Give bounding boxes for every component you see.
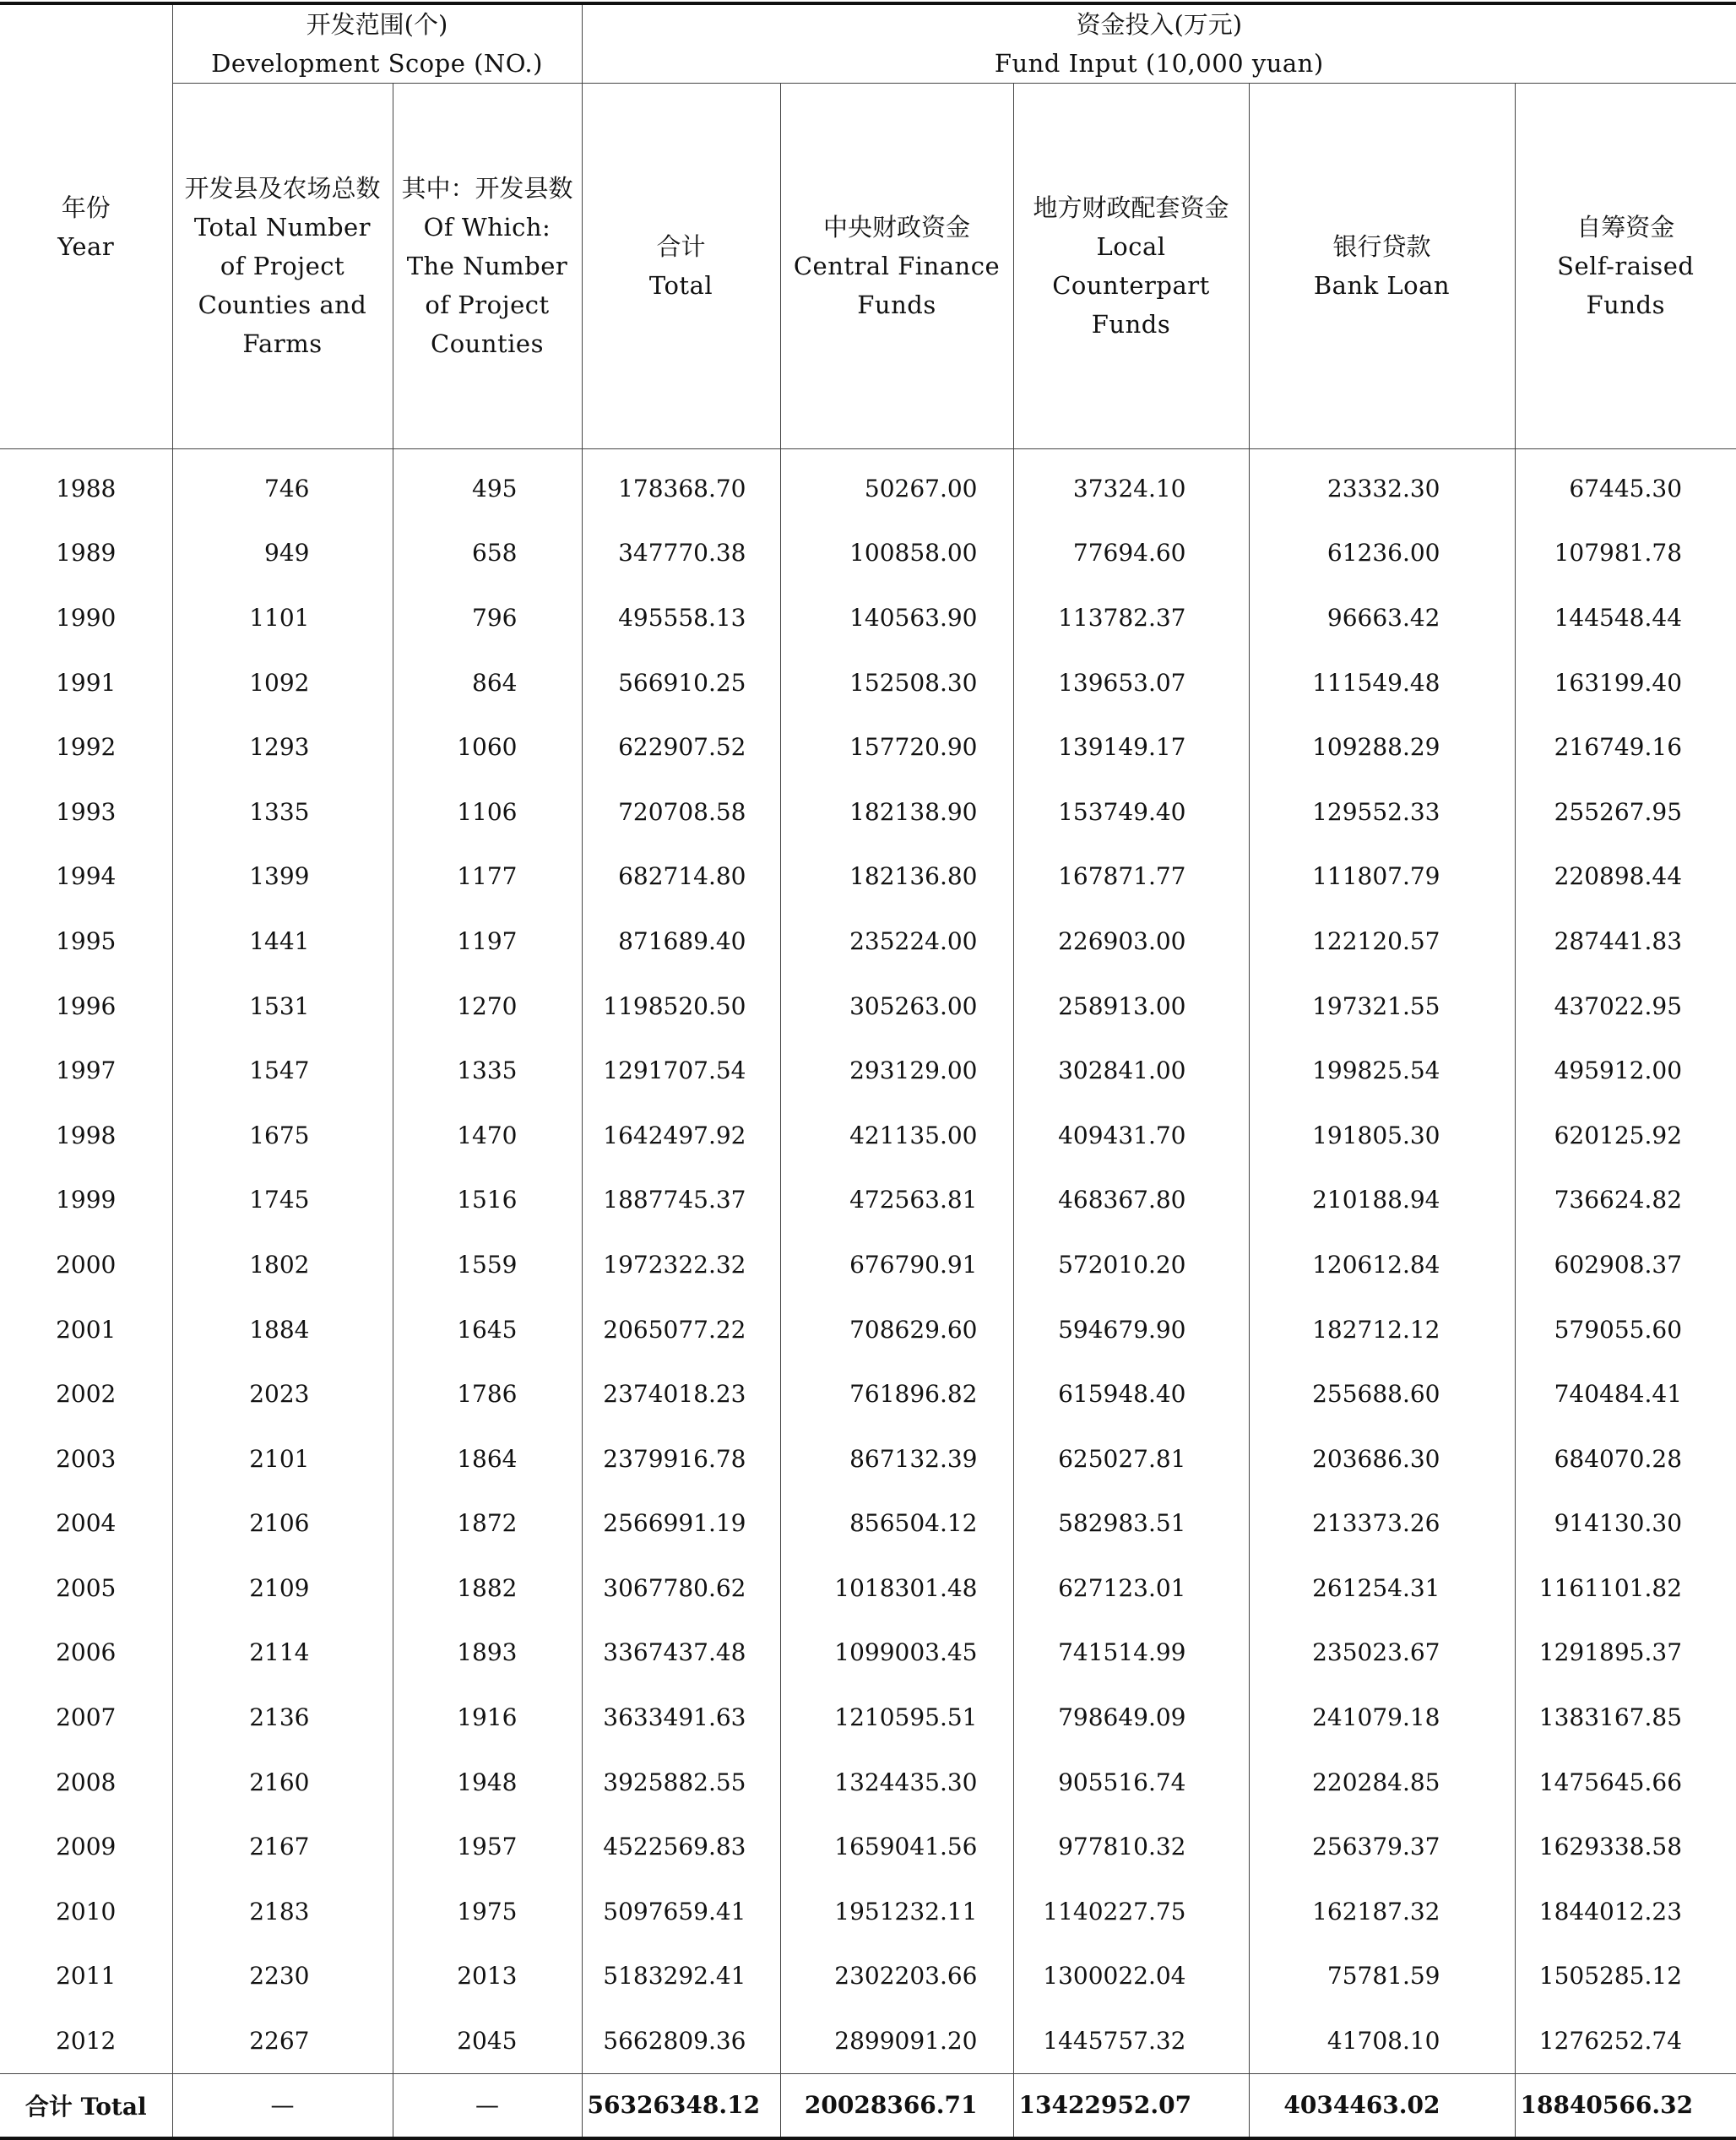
counties-cell: 1882 xyxy=(393,1556,582,1621)
fund-total-cell: 347770.38 xyxy=(582,521,780,586)
fund-total-cell: 2065077.22 xyxy=(582,1297,780,1362)
central-finance-header xyxy=(780,84,1013,449)
development-scope-header-en: Development Scope (NO.) xyxy=(211,49,543,78)
counties-cell: 1864 xyxy=(393,1426,582,1491)
fund-total-cell: 1972322.32 xyxy=(582,1232,780,1297)
local-counterpart-cell: 77694.60 xyxy=(1013,521,1249,586)
self-raised-cell: 602908.37 xyxy=(1515,1232,1736,1297)
counties-farms-cell: 2114 xyxy=(172,1621,393,1686)
bank-loan-cell: 41708.10 xyxy=(1249,2008,1515,2073)
fund-input-header xyxy=(582,3,1736,84)
counties-cell: 1060 xyxy=(393,714,582,779)
year-cell: 2006 xyxy=(56,1638,117,1667)
counties-farms-cell: 1092 xyxy=(172,650,393,715)
fund-total-cell: 2566991.19 xyxy=(582,1491,780,1556)
local-counterpart-header-zh: 地方财政配套资金 xyxy=(1033,193,1229,222)
local-counterpart-cell: 625027.81 xyxy=(1013,1426,1249,1491)
self-raised-cell: 1276252.74 xyxy=(1515,2008,1736,2073)
bank-loan-cell: 261254.31 xyxy=(1249,1556,1515,1621)
table-row xyxy=(0,449,1736,521)
counties-cell: 658 xyxy=(393,521,582,586)
counties-cell: 1335 xyxy=(393,1038,582,1103)
fund-total-cell: 1887745.37 xyxy=(582,1168,780,1233)
central-finance-cell: 472563.81 xyxy=(780,1168,1013,1233)
table-row xyxy=(0,1879,1736,1944)
fund-total-header-en: Total xyxy=(648,271,713,300)
counties-farms-cell: 949 xyxy=(172,521,393,586)
central-finance-cell: 867132.39 xyxy=(780,1426,1013,1491)
fund-total-cell: 720708.58 xyxy=(582,779,780,845)
counties-farms-cell: 2136 xyxy=(172,1685,393,1750)
local-counterpart-cell: 153749.40 xyxy=(1013,779,1249,845)
counties-farms-cell: 1293 xyxy=(172,714,393,779)
bank-loan-cell: 111549.48 xyxy=(1249,650,1515,715)
counties-cell: 1872 xyxy=(393,1491,582,1556)
central-finance-cell: 182138.90 xyxy=(780,779,1013,845)
project-counties-header xyxy=(393,84,582,449)
central-finance-cell: 157720.90 xyxy=(780,714,1013,779)
counties-farms-cell: 2106 xyxy=(172,1491,393,1556)
local-counterpart-cell: 627123.01 xyxy=(1013,1556,1249,1621)
bank-loan-cell: 256379.37 xyxy=(1249,1814,1515,1879)
self-raised-cell: 287441.83 xyxy=(1515,909,1736,974)
bank-loan-cell: 255688.60 xyxy=(1249,1361,1515,1426)
table-row xyxy=(0,1038,1736,1103)
bank-loan-cell: 235023.67 xyxy=(1249,1621,1515,1686)
bank-loan-header-zh: 银行贷款 xyxy=(1332,232,1431,261)
bank-loan-cell: 203686.30 xyxy=(1249,1426,1515,1491)
table-row xyxy=(0,1944,1736,2009)
table-row xyxy=(0,974,1736,1039)
table-row xyxy=(0,1685,1736,1750)
fund-total-cell: 3925882.55 xyxy=(582,1750,780,1815)
counties-farms-cell: 746 xyxy=(172,449,393,521)
year-cell: 2004 xyxy=(56,1509,117,1538)
fund-total-cell: 5662809.36 xyxy=(582,2008,780,2073)
counties-farms-cell: 2230 xyxy=(172,1944,393,2009)
self-raised-cell: 1383167.85 xyxy=(1515,1685,1736,1750)
local-counterpart-cell: 226903.00 xyxy=(1013,909,1249,974)
central-finance-cell: 676790.91 xyxy=(780,1232,1013,1297)
total-counties-farms-header-zh: 开发县及农场总数 xyxy=(184,174,381,203)
central-finance-cell: 2302203.66 xyxy=(780,1944,1013,2009)
local-counterpart-cell: 572010.20 xyxy=(1013,1232,1249,1297)
local-counterpart-cell: 302841.00 xyxy=(1013,1038,1249,1103)
local-counterpart-cell: 468367.80 xyxy=(1013,1168,1249,1233)
local-counterpart-cell: 798649.09 xyxy=(1013,1685,1249,1750)
table-header xyxy=(0,3,1736,449)
fund-total-cell: 3633491.63 xyxy=(582,1685,780,1750)
self-raised-cell: 684070.28 xyxy=(1515,1426,1736,1491)
central-finance-cell: 708629.60 xyxy=(780,1297,1013,1362)
central-finance-cell: 1099003.45 xyxy=(780,1621,1013,1686)
fund-total-cell: 1291707.54 xyxy=(582,1038,780,1103)
local-counterpart-cell: 615948.40 xyxy=(1013,1361,1249,1426)
bank-loan-cell: 122120.57 xyxy=(1249,909,1515,974)
fund-total-cell: 4522569.83 xyxy=(582,1814,780,1879)
central-finance-cell: 856504.12 xyxy=(780,1491,1013,1556)
bank-loan-cell: 120612.84 xyxy=(1249,1232,1515,1297)
central-finance-cell: 2899091.20 xyxy=(780,2008,1013,2073)
total-row-label: 合计 Total xyxy=(0,2073,172,2138)
fund-total-cell: 495558.13 xyxy=(582,585,780,650)
local-counterpart-cell: 139149.17 xyxy=(1013,714,1249,779)
table-row xyxy=(0,585,1736,650)
central-finance-cell: 421135.00 xyxy=(780,1103,1013,1168)
central-finance-header-zh: 中央财政资金 xyxy=(822,213,970,242)
local-counterpart-cell: 905516.74 xyxy=(1013,1750,1249,1815)
counties-farms-cell: 1531 xyxy=(172,974,393,1039)
total-counties-farms-header xyxy=(172,84,393,449)
development-scope-header-zh: 开发范围(个) xyxy=(306,10,448,39)
year-header-zh: 年份 xyxy=(61,193,111,222)
local-counterpart-cell: 167871.77 xyxy=(1013,845,1249,910)
fund-total-cell: 566910.25 xyxy=(582,650,780,715)
table-row xyxy=(0,1621,1736,1686)
year-cell: 1991 xyxy=(56,668,117,697)
self-raised-cell: 1844012.23 xyxy=(1515,1879,1736,1944)
total-counties-farms-header-en: Total Number of Project Counties and Farms xyxy=(193,213,372,358)
central-finance-header-en: Central Finance Funds xyxy=(793,252,1001,319)
year-header-en: Year xyxy=(57,231,115,261)
counties-farms-cell: 2160 xyxy=(172,1750,393,1815)
fund-input-header-en: Fund Input (10,000 yuan) xyxy=(994,49,1324,78)
counties-cell: 1106 xyxy=(393,779,582,845)
counties-farms-cell: 2023 xyxy=(172,1361,393,1426)
bank-loan-cell: 162187.32 xyxy=(1249,1879,1515,1944)
bank-loan-cell: 129552.33 xyxy=(1249,779,1515,845)
self-raised-cell: 1291895.37 xyxy=(1515,1621,1736,1686)
table-row xyxy=(0,1297,1736,1362)
central-finance-cell: 152508.30 xyxy=(780,650,1013,715)
table-row xyxy=(0,1361,1736,1426)
table-row xyxy=(0,1426,1736,1491)
bank-loan-cell: 61236.00 xyxy=(1249,521,1515,586)
year-cell: 2011 xyxy=(56,1962,117,1991)
total-counties-farms-cell: — xyxy=(172,2073,393,2138)
bank-loan-cell: 96663.42 xyxy=(1249,585,1515,650)
counties-cell: 864 xyxy=(393,650,582,715)
fund-total-cell: 5097659.41 xyxy=(582,1879,780,1944)
self-raised-cell: 914130.30 xyxy=(1515,1491,1736,1556)
local-counterpart-header xyxy=(1013,84,1249,449)
central-finance-cell: 293129.00 xyxy=(780,1038,1013,1103)
counties-farms-cell: 2267 xyxy=(172,2008,393,2073)
table-row xyxy=(0,779,1736,845)
bank-loan-cell: 23332.30 xyxy=(1249,449,1515,521)
table-row xyxy=(0,650,1736,715)
counties-cell: 1645 xyxy=(393,1297,582,1362)
local-counterpart-cell: 582983.51 xyxy=(1013,1491,1249,1556)
self-raised-header-en: Self-raised Funds xyxy=(1557,252,1695,319)
fund-total-cell: 1642497.92 xyxy=(582,1103,780,1168)
table-row xyxy=(0,1103,1736,1168)
total-bank-cell: 4034463.02 xyxy=(1249,2073,1515,2138)
year-cell: 2000 xyxy=(56,1250,117,1279)
fund-total-cell: 178368.70 xyxy=(582,449,780,521)
project-counties-header-zh: 其中：开发县数 xyxy=(401,174,573,203)
counties-cell: 1470 xyxy=(393,1103,582,1168)
year-cell: 2007 xyxy=(56,1703,117,1732)
counties-cell: 2045 xyxy=(393,2008,582,2073)
total-row xyxy=(0,2073,1736,2138)
counties-cell: 495 xyxy=(393,449,582,521)
year-cell: 1996 xyxy=(56,991,117,1020)
counties-cell: 1559 xyxy=(393,1232,582,1297)
fund-total-cell: 682714.80 xyxy=(582,845,780,910)
year-cell: 2012 xyxy=(56,2027,117,2056)
table-row xyxy=(0,1232,1736,1297)
development-scope-header xyxy=(172,3,582,84)
central-finance-cell: 761896.82 xyxy=(780,1361,1013,1426)
self-raised-cell: 1475645.66 xyxy=(1515,1750,1736,1815)
year-cell: 2002 xyxy=(56,1380,117,1409)
counties-farms-cell: 1101 xyxy=(172,585,393,650)
local-counterpart-cell: 113782.37 xyxy=(1013,585,1249,650)
self-raised-header xyxy=(1515,84,1736,449)
table-row xyxy=(0,1556,1736,1621)
self-raised-cell: 740484.41 xyxy=(1515,1361,1736,1426)
counties-cell: 1270 xyxy=(393,974,582,1039)
table-row xyxy=(0,1168,1736,1233)
fund-total-cell: 2374018.23 xyxy=(582,1361,780,1426)
total-local-cell: 13422952.07 xyxy=(1013,2073,1249,2138)
self-raised-cell: 1629338.58 xyxy=(1515,1814,1736,1879)
bank-loan-cell: 199825.54 xyxy=(1249,1038,1515,1103)
year-cell: 1995 xyxy=(56,926,117,955)
year-cell: 1989 xyxy=(56,539,117,568)
central-finance-cell: 235224.00 xyxy=(780,909,1013,974)
counties-cell: 2013 xyxy=(393,1944,582,2009)
local-counterpart-cell: 594679.90 xyxy=(1013,1297,1249,1362)
fund-input-header-zh: 资金投入(万元) xyxy=(1076,10,1243,39)
fund-total-cell: 1198520.50 xyxy=(582,974,780,1039)
central-finance-cell: 1324435.30 xyxy=(780,1750,1013,1815)
fund-total-header-zh: 合计 xyxy=(656,232,706,261)
year-cell: 1992 xyxy=(56,733,117,762)
self-raised-cell: 216749.16 xyxy=(1515,714,1736,779)
fund-input-table xyxy=(0,2,1736,2140)
self-raised-cell: 107981.78 xyxy=(1515,521,1736,586)
fund-total-cell: 5183292.41 xyxy=(582,1944,780,2009)
counties-farms-cell: 2101 xyxy=(172,1426,393,1491)
table-body xyxy=(0,449,1736,2138)
bank-loan-cell: 197321.55 xyxy=(1249,974,1515,1039)
local-counterpart-cell: 1445757.32 xyxy=(1013,2008,1249,2073)
counties-farms-cell: 1399 xyxy=(172,845,393,910)
self-raised-cell: 220898.44 xyxy=(1515,845,1736,910)
year-cell: 2005 xyxy=(56,1573,117,1602)
fund-total-cell: 3067780.62 xyxy=(582,1556,780,1621)
table-row xyxy=(0,1491,1736,1556)
counties-cell: 1975 xyxy=(393,1879,582,1944)
central-finance-cell: 100858.00 xyxy=(780,521,1013,586)
fund-total-cell: 622907.52 xyxy=(582,714,780,779)
counties-cell: 1957 xyxy=(393,1814,582,1879)
self-raised-cell: 67445.30 xyxy=(1515,449,1736,521)
counties-cell: 1893 xyxy=(393,1621,582,1686)
fund-total-cell: 871689.40 xyxy=(582,909,780,974)
counties-cell: 1197 xyxy=(393,909,582,974)
local-counterpart-cell: 977810.32 xyxy=(1013,1814,1249,1879)
fund-total-cell: 2379916.78 xyxy=(582,1426,780,1491)
local-counterpart-cell: 409431.70 xyxy=(1013,1103,1249,1168)
total-counties-cell: — xyxy=(393,2073,582,2138)
year-cell: 1988 xyxy=(56,474,117,502)
year-cell: 2009 xyxy=(56,1833,117,1861)
counties-cell: 1177 xyxy=(393,845,582,910)
local-counterpart-cell: 741514.99 xyxy=(1013,1621,1249,1686)
year-cell: 1999 xyxy=(56,1186,117,1214)
bank-loan-cell: 75781.59 xyxy=(1249,1944,1515,2009)
central-finance-cell: 50267.00 xyxy=(780,449,1013,521)
self-raised-cell: 255267.95 xyxy=(1515,779,1736,845)
central-finance-cell: 1018301.48 xyxy=(780,1556,1013,1621)
year-cell: 2001 xyxy=(56,1315,117,1344)
self-raised-cell: 1161101.82 xyxy=(1515,1556,1736,1621)
year-cell: 1998 xyxy=(56,1121,117,1149)
total-fund-cell: 56326348.12 xyxy=(582,2073,780,2138)
central-finance-cell: 1659041.56 xyxy=(780,1814,1013,1879)
counties-farms-cell: 2109 xyxy=(172,1556,393,1621)
self-raised-header-zh: 自筹资金 xyxy=(1576,213,1675,242)
counties-farms-cell: 1884 xyxy=(172,1297,393,1362)
local-counterpart-cell: 37324.10 xyxy=(1013,449,1249,521)
central-finance-cell: 1951232.11 xyxy=(780,1879,1013,1944)
fund-total-header xyxy=(582,84,780,449)
central-finance-cell: 1210595.51 xyxy=(780,1685,1013,1750)
year-cell: 1994 xyxy=(56,862,117,891)
self-raised-cell: 495912.00 xyxy=(1515,1038,1736,1103)
bank-loan-cell: 220284.85 xyxy=(1249,1750,1515,1815)
counties-cell: 1786 xyxy=(393,1361,582,1426)
counties-farms-cell: 2183 xyxy=(172,1879,393,1944)
fund-total-cell: 3367437.48 xyxy=(582,1621,780,1686)
counties-farms-cell: 1441 xyxy=(172,909,393,974)
local-counterpart-cell: 139653.07 xyxy=(1013,650,1249,715)
year-cell: 2008 xyxy=(56,1768,117,1796)
self-raised-cell: 736624.82 xyxy=(1515,1168,1736,1233)
self-raised-cell: 620125.92 xyxy=(1515,1103,1736,1168)
counties-farms-cell: 1675 xyxy=(172,1103,393,1168)
self-raised-cell: 144548.44 xyxy=(1515,585,1736,650)
self-raised-cell: 437022.95 xyxy=(1515,974,1736,1039)
local-counterpart-header-en: Local Counterpart Funds xyxy=(1052,232,1210,339)
year-cell: 2010 xyxy=(56,1897,117,1925)
project-counties-header-en: Of Which: The Number of Project Counties xyxy=(406,213,568,358)
counties-farms-cell: 2167 xyxy=(172,1814,393,1879)
bank-loan-cell: 109288.29 xyxy=(1249,714,1515,779)
self-raised-cell: 1505285.12 xyxy=(1515,1944,1736,2009)
counties-cell: 1948 xyxy=(393,1750,582,1815)
counties-farms-cell: 1547 xyxy=(172,1038,393,1103)
table-row xyxy=(0,1814,1736,1879)
counties-farms-cell: 1802 xyxy=(172,1232,393,1297)
bank-loan-cell: 241079.18 xyxy=(1249,1685,1515,1750)
central-finance-cell: 140563.90 xyxy=(780,585,1013,650)
year-cell: 1993 xyxy=(56,797,117,826)
table-row xyxy=(0,1750,1736,1815)
counties-cell: 1516 xyxy=(393,1168,582,1233)
year-cell: 1997 xyxy=(56,1056,117,1085)
self-raised-cell: 163199.40 xyxy=(1515,650,1736,715)
self-raised-cell: 579055.60 xyxy=(1515,1297,1736,1362)
bank-loan-header-en: Bank Loan xyxy=(1313,271,1451,300)
total-central-cell: 20028366.71 xyxy=(780,2073,1013,2138)
local-counterpart-cell: 1140227.75 xyxy=(1013,1879,1249,1944)
total-self-cell: 18840566.32 xyxy=(1515,2073,1736,2138)
bank-loan-cell: 191805.30 xyxy=(1249,1103,1515,1168)
year-cell: 1990 xyxy=(56,603,117,632)
bank-loan-header xyxy=(1249,84,1515,449)
counties-farms-cell: 1745 xyxy=(172,1168,393,1233)
year-header xyxy=(0,3,172,449)
counties-farms-cell: 1335 xyxy=(172,779,393,845)
table-row xyxy=(0,909,1736,974)
local-counterpart-cell: 258913.00 xyxy=(1013,974,1249,1039)
counties-cell: 1916 xyxy=(393,1685,582,1750)
central-finance-cell: 305263.00 xyxy=(780,974,1013,1039)
central-finance-cell: 182136.80 xyxy=(780,845,1013,910)
bank-loan-cell: 182712.12 xyxy=(1249,1297,1515,1362)
bank-loan-cell: 111807.79 xyxy=(1249,845,1515,910)
table-row xyxy=(0,521,1736,586)
year-cell: 2003 xyxy=(56,1444,117,1473)
local-counterpart-cell: 1300022.04 xyxy=(1013,1944,1249,2009)
bank-loan-cell: 210188.94 xyxy=(1249,1168,1515,1233)
table-row xyxy=(0,714,1736,779)
counties-cell: 796 xyxy=(393,585,582,650)
table-row xyxy=(0,2008,1736,2073)
bank-loan-cell: 213373.26 xyxy=(1249,1491,1515,1556)
table-row xyxy=(0,845,1736,910)
